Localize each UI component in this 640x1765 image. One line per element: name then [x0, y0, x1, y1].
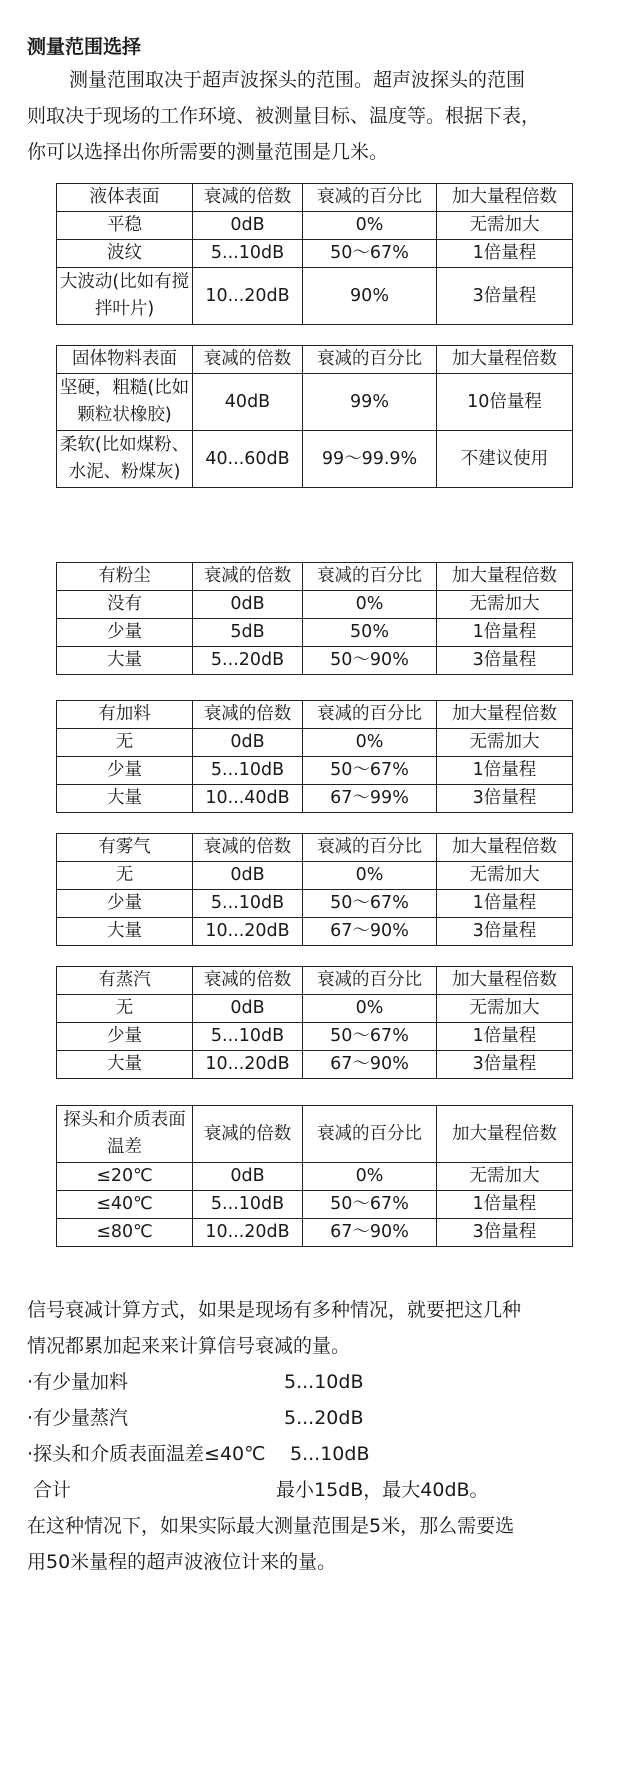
- table-cell: 大量: [57, 647, 193, 675]
- table-row: [57, 918, 573, 946]
- table-cell: 1倍量程: [437, 757, 573, 785]
- table-header-row: [57, 1106, 573, 1163]
- table-title-cell: 有粉尘: [57, 563, 193, 591]
- table-cell: 50～67%: [303, 890, 437, 918]
- table-cell: 5...10dB: [193, 1023, 303, 1051]
- table-cell: 不建议使用: [437, 431, 573, 488]
- table-dust: [56, 562, 573, 675]
- table-cell: 大量: [57, 785, 193, 813]
- table-header-row: [57, 346, 573, 374]
- header-cell: 加大量程倍数: [437, 346, 573, 374]
- table-cell: 1倍量程: [437, 240, 573, 268]
- table-cell: 1倍量程: [437, 1023, 573, 1051]
- table-cell: 50%: [303, 619, 437, 647]
- header-cell: 加大量程倍数: [437, 967, 573, 995]
- table-liquid-surface: [56, 183, 573, 325]
- table-row: [57, 729, 573, 757]
- table-row: [57, 374, 573, 431]
- table-solid-surface: [56, 345, 573, 488]
- table-cell: 3倍量程: [437, 785, 573, 813]
- table-cell: 99～99.9%: [303, 431, 437, 488]
- table-cell: 少量: [57, 619, 193, 647]
- intro-line-3: 你可以选择出你所需要的测量范围是几米。: [27, 141, 389, 163]
- table-title-cell: 固体物料表面: [57, 346, 193, 374]
- table-row: [57, 619, 573, 647]
- header-cell: 加大量程倍数: [437, 834, 573, 862]
- table-cell: 0%: [303, 729, 437, 757]
- calc-line-1: 信号衰减计算方式，如果是现场有多种情况，就要把这几种: [27, 1299, 522, 1321]
- table-cell: 0dB: [193, 729, 303, 757]
- table-cell: 无需加大: [437, 729, 573, 757]
- table-cell: 5...10dB: [193, 757, 303, 785]
- table-title-cell: 探头和介质表面温差: [57, 1106, 193, 1163]
- header-cell: 衰减的百分比: [303, 346, 437, 374]
- table-row: [57, 1163, 573, 1191]
- table-cell: 50～67%: [303, 240, 437, 268]
- table-cell: ≤20℃: [57, 1163, 193, 1191]
- header-cell: 衰减的百分比: [303, 184, 437, 212]
- header-cell: 衰减的百分比: [303, 967, 437, 995]
- table-cell: 90%: [303, 268, 437, 325]
- table-cell: ≤40℃: [57, 1191, 193, 1219]
- header-cell: 加大量程倍数: [437, 1106, 573, 1163]
- header-cell: 衰减的倍数: [193, 967, 303, 995]
- page-title: 测量范围选择: [27, 36, 142, 58]
- table-cell: 无需加大: [437, 862, 573, 890]
- header-cell: 衰减的百分比: [303, 563, 437, 591]
- table-cell: 5...10dB: [193, 1191, 303, 1219]
- header-cell: 衰减的倍数: [193, 834, 303, 862]
- table-cell: 平稳: [57, 212, 193, 240]
- header-cell: 加大量程倍数: [437, 563, 573, 591]
- calc-total-value: 最小15dB，最大40dB。: [276, 1479, 489, 1501]
- table-cell: 5...10dB: [193, 890, 303, 918]
- table-cell: 0dB: [193, 1163, 303, 1191]
- table-cell: 没有: [57, 591, 193, 619]
- table-feeding: [56, 700, 573, 813]
- table-cell: 3倍量程: [437, 1051, 573, 1079]
- table-cell: 99%: [303, 374, 437, 431]
- table-cell: 波纹: [57, 240, 193, 268]
- table-row: [57, 240, 573, 268]
- table-cell: 10倍量程: [437, 374, 573, 431]
- table-cell: 0%: [303, 1163, 437, 1191]
- calc-paragraph: [27, 1292, 627, 1364]
- table-cell: 5dB: [193, 619, 303, 647]
- header-cell: 衰减的倍数: [193, 563, 303, 591]
- calc-item-label: ·探头和介质表面温差≤40℃: [27, 1443, 266, 1465]
- calc-item-value: 5...20dB: [284, 1407, 364, 1429]
- table-cell: 67～99%: [303, 785, 437, 813]
- header-cell: 衰减的倍数: [193, 1106, 303, 1163]
- table-row: [57, 431, 573, 488]
- header-cell: 衰减的倍数: [193, 701, 303, 729]
- table-cell: 0%: [303, 591, 437, 619]
- conclusion-paragraph: [27, 1508, 627, 1580]
- table-cell: 3倍量程: [437, 647, 573, 675]
- table-row: [57, 862, 573, 890]
- table-header-row: [57, 701, 573, 729]
- table-cell: 大波动(比如有搅拌叶片): [57, 268, 193, 325]
- header-cell: 衰减的倍数: [193, 184, 303, 212]
- table-cell: 10...20dB: [193, 268, 303, 325]
- table-cell: 坚硬，粗糙(比如颗粒状橡胶): [57, 374, 193, 431]
- table-header-row: [57, 834, 573, 862]
- intro-line-2: 则取决于现场的工作环境、被测量目标、温度等。根据下表，: [27, 105, 541, 127]
- table-row: [57, 1219, 573, 1247]
- table-row: [57, 212, 573, 240]
- table-cell: 40dB: [193, 374, 303, 431]
- table-cell: 0%: [303, 212, 437, 240]
- calc-line-2: 情况都累加起来来计算信号衰减的量。: [27, 1335, 351, 1357]
- table-row: [57, 785, 573, 813]
- calc-item-value: 5...10dB: [284, 1371, 364, 1393]
- conclusion-line-1: 在这种情况下，如果实际最大测量范围是5米，那么需要选: [27, 1515, 515, 1537]
- table-cell: 40...60dB: [193, 431, 303, 488]
- table-cell: 3倍量程: [437, 918, 573, 946]
- table-cell: 大量: [57, 1051, 193, 1079]
- table-cell: 无: [57, 862, 193, 890]
- table-cell: 10...40dB: [193, 785, 303, 813]
- table-cell: 10...20dB: [193, 1051, 303, 1079]
- table-header-row: [57, 967, 573, 995]
- table-title-cell: 有蒸汽: [57, 967, 193, 995]
- table-cell: 3倍量程: [437, 1219, 573, 1247]
- table-row: [57, 1191, 573, 1219]
- table-row: [57, 757, 573, 785]
- header-cell: 衰减的倍数: [193, 346, 303, 374]
- table-cell: 无需加大: [437, 591, 573, 619]
- conclusion-line-2: 用50米量程的超声波液位计来的量。: [27, 1551, 337, 1573]
- table-row: [57, 890, 573, 918]
- table-cell: 5...20dB: [193, 647, 303, 675]
- table-cell: 5...10dB: [193, 240, 303, 268]
- table-cell: 50～90%: [303, 647, 437, 675]
- table-cell: 0%: [303, 995, 437, 1023]
- table-cell: 少量: [57, 1023, 193, 1051]
- table-cell: 3倍量程: [437, 268, 573, 325]
- table-cell: 无需加大: [437, 1163, 573, 1191]
- table-title-cell: 液体表面: [57, 184, 193, 212]
- table-header-row: [57, 184, 573, 212]
- table-header-row: [57, 563, 573, 591]
- header-cell: 加大量程倍数: [437, 184, 573, 212]
- table-fog: [56, 833, 573, 946]
- intro-line-1: 测量范围取决于超声波探头的范围。超声波探头的范围: [69, 69, 526, 91]
- table-cell: 0dB: [193, 212, 303, 240]
- table-cell: 0%: [303, 862, 437, 890]
- table-row: [57, 1051, 573, 1079]
- table-cell: 0dB: [193, 862, 303, 890]
- table-title-cell: 有加料: [57, 701, 193, 729]
- table-steam: [56, 966, 573, 1079]
- table-row: [57, 591, 573, 619]
- table-row: [57, 995, 573, 1023]
- calc-item-label: ·有少量蒸汽: [27, 1407, 129, 1429]
- table-row: [57, 1023, 573, 1051]
- table-cell: 无需加大: [437, 212, 573, 240]
- table-cell: 67～90%: [303, 1051, 437, 1079]
- table-cell: 柔软(比如煤粉、水泥、粉煤灰): [57, 431, 193, 488]
- table-row: [57, 647, 573, 675]
- table-cell: 0dB: [193, 591, 303, 619]
- table-cell: 67～90%: [303, 1219, 437, 1247]
- table-cell: 67～90%: [303, 918, 437, 946]
- table-cell: 无: [57, 729, 193, 757]
- header-cell: 加大量程倍数: [437, 701, 573, 729]
- table-cell: 1倍量程: [437, 890, 573, 918]
- table-cell: 1倍量程: [437, 1191, 573, 1219]
- table-cell: 10...20dB: [193, 918, 303, 946]
- table-cell: 少量: [57, 890, 193, 918]
- table-temperature-difference: [56, 1105, 573, 1247]
- intro-paragraph: [27, 62, 627, 170]
- table-cell: 1倍量程: [437, 619, 573, 647]
- calc-item-label: ·有少量加料: [27, 1371, 129, 1393]
- table-row: [57, 268, 573, 325]
- header-cell: 衰减的百分比: [303, 834, 437, 862]
- table-title-cell: 有雾气: [57, 834, 193, 862]
- table-cell: ≤80℃: [57, 1219, 193, 1247]
- table-cell: 50～67%: [303, 1023, 437, 1051]
- calc-item-value: 5...10dB: [290, 1443, 370, 1465]
- table-cell: 10...20dB: [193, 1219, 303, 1247]
- table-cell: 无需加大: [437, 995, 573, 1023]
- table-cell: 50～67%: [303, 1191, 437, 1219]
- header-cell: 衰减的百分比: [303, 1106, 437, 1163]
- header-cell: 衰减的百分比: [303, 701, 437, 729]
- table-cell: 少量: [57, 757, 193, 785]
- table-cell: 0dB: [193, 995, 303, 1023]
- table-cell: 大量: [57, 918, 193, 946]
- table-cell: 无: [57, 995, 193, 1023]
- table-cell: 50～67%: [303, 757, 437, 785]
- calc-total-label: 合计: [27, 1479, 72, 1501]
